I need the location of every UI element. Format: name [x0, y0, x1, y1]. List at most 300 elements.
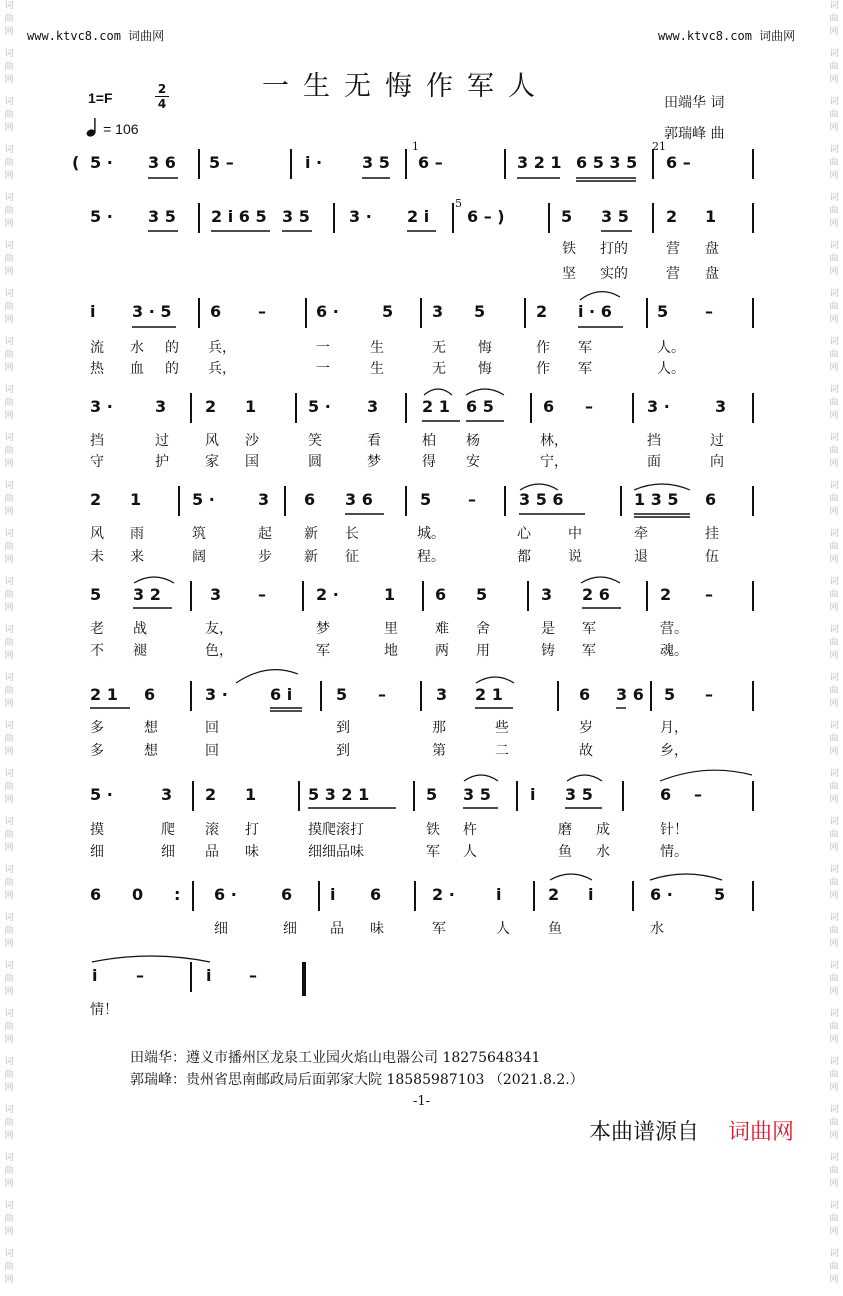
- watermark-glyph: 网: [829, 507, 839, 517]
- bar-line: [557, 681, 559, 711]
- bar-line: [405, 393, 407, 423]
- watermark-glyph: 词: [829, 289, 839, 299]
- note-group: 6: [579, 685, 591, 704]
- note-group: 3 5: [148, 207, 176, 226]
- lyric-syllable: 雨: [130, 526, 144, 542]
- note-group: –: [136, 966, 144, 985]
- lyric-syllable: 到: [336, 720, 350, 736]
- lyric-syllable: 笑: [308, 433, 322, 449]
- note-group: 3: [155, 397, 167, 416]
- lyric-syllable: 两: [435, 643, 449, 659]
- lyric-syllable: 圆: [308, 454, 322, 470]
- watermark-glyph: 曲: [829, 638, 839, 648]
- note-group: 5 ·: [90, 207, 113, 226]
- lyric-syllable: 军: [426, 844, 440, 860]
- note-group: 6 ·: [650, 885, 673, 904]
- lyric-syllable: 到: [336, 743, 350, 759]
- watermark-glyph: 词: [4, 1105, 14, 1115]
- slur: [466, 389, 504, 395]
- note-group: 5: [336, 685, 348, 704]
- lyric-syllable: 情！: [90, 1002, 118, 1018]
- lyric-syllable: 梦: [316, 621, 330, 637]
- bar-line: [190, 393, 192, 423]
- watermark-glyph: 网: [829, 747, 839, 757]
- bar-line: [284, 486, 286, 516]
- note-group: –: [378, 685, 386, 704]
- lyric-syllable: 风: [90, 526, 104, 542]
- watermark-glyph: 曲: [829, 302, 839, 312]
- watermark-glyph: 网: [829, 795, 839, 805]
- note-group: 6 5: [466, 397, 494, 416]
- bar-line: [527, 581, 529, 611]
- lyric-syllable: 细: [214, 921, 228, 937]
- watermark-glyph: 网: [4, 651, 14, 661]
- watermark-glyph: 网: [4, 27, 14, 37]
- lyric-syllable: 营。: [660, 621, 688, 637]
- watermark-glyph: 网: [4, 1035, 14, 1045]
- watermark-glyph: 网: [829, 171, 839, 181]
- lyric-syllable: 新: [304, 526, 318, 542]
- note-group: 3 2: [133, 585, 161, 604]
- watermark-glyph: 词: [4, 337, 14, 347]
- note-group: –: [705, 685, 713, 704]
- watermark-glyph: 网: [4, 363, 14, 373]
- lyric-syllable: 血: [130, 361, 144, 377]
- note-group: 6: [144, 685, 156, 704]
- watermark-glyph: 网: [4, 891, 14, 901]
- watermark-glyph: 网: [829, 75, 839, 85]
- lyric-syllable: 铁: [426, 822, 440, 838]
- watermark-glyph: 词: [829, 97, 839, 107]
- bar-line: [752, 486, 754, 516]
- watermark-glyph: 网: [4, 939, 14, 949]
- note-group: 6: [705, 490, 717, 509]
- lyric-syllable: 里: [384, 621, 398, 637]
- watermark-glyph: 词: [4, 433, 14, 443]
- lyric-syllable: 看: [367, 433, 381, 449]
- watermark-glyph: 词: [4, 625, 14, 635]
- watermark-glyph: 词: [829, 529, 839, 539]
- note-group: 3 ·: [349, 207, 372, 226]
- watermark-glyph: 曲: [829, 1166, 839, 1176]
- note-group: 5 ·: [308, 397, 331, 416]
- bar-line: [302, 581, 304, 611]
- lyric-syllable: 人: [496, 921, 510, 937]
- lyric-syllable: 第: [432, 743, 446, 759]
- slur: [581, 577, 620, 583]
- lyric-syllable: 悔: [478, 340, 492, 356]
- note-group: 3: [436, 685, 448, 704]
- slur: [424, 389, 452, 395]
- slur: [476, 677, 514, 683]
- lyric-syllable: 护: [155, 454, 169, 470]
- bar-line: [632, 881, 634, 911]
- lyric-syllable: 说: [568, 549, 582, 565]
- watermark-glyph: 词: [4, 1201, 14, 1211]
- slur: [650, 874, 722, 880]
- lyric-syllable: 褪: [133, 643, 147, 659]
- watermark-glyph: 曲: [829, 734, 839, 744]
- lyric-syllable: 难: [435, 621, 449, 637]
- bar-line: [405, 149, 407, 179]
- watermark-glyph: 曲: [829, 1022, 839, 1032]
- note-group: 0: [132, 885, 144, 904]
- note-group: 6: [281, 885, 293, 904]
- watermark-glyph: 词: [829, 49, 839, 59]
- watermark-glyph: 曲: [4, 1262, 14, 1272]
- lyric-syllable: 阔: [192, 549, 206, 565]
- lyric-syllable: 是: [541, 621, 555, 637]
- watermark-glyph: 网: [4, 603, 14, 613]
- note-group: 3 5 6: [519, 490, 564, 509]
- note-group: 3 5: [601, 207, 629, 226]
- lyric-syllable: 程。: [417, 549, 445, 565]
- watermark-glyph: 词: [829, 673, 839, 683]
- lyric-syllable: 城。: [417, 526, 445, 542]
- lyric-syllable: 味: [370, 921, 384, 937]
- note-group: 6 ·: [214, 885, 237, 904]
- note-group: i: [92, 966, 98, 985]
- watermark-glyph: 词: [4, 1, 14, 11]
- watermark-glyph: 词: [4, 529, 14, 539]
- lyric-syllable: 舍: [476, 621, 490, 637]
- watermark-glyph: 词: [829, 1105, 839, 1115]
- watermark-glyph: 曲: [4, 878, 14, 888]
- watermark-glyph: 词: [4, 193, 14, 203]
- watermark-glyph: 曲: [829, 62, 839, 72]
- watermark-glyph: 词: [4, 673, 14, 683]
- watermark-glyph: 曲: [4, 446, 14, 456]
- watermark-glyph: 网: [4, 123, 14, 133]
- note-group: 3 6: [616, 685, 644, 704]
- watermark-glyph: 网: [4, 507, 14, 517]
- bar-line: [290, 149, 292, 179]
- watermark-glyph: 词: [4, 961, 14, 971]
- bar-line: [295, 393, 297, 423]
- note-group: 6: [304, 490, 316, 509]
- grace-note: 1: [412, 140, 419, 153]
- lyric-syllable: 作: [536, 361, 550, 377]
- bar-line: [192, 881, 194, 911]
- note-group: i: [496, 885, 502, 904]
- watermark-glyph: 网: [4, 1227, 14, 1237]
- watermark-glyph: 网: [4, 459, 14, 469]
- note-group: 3 · 5: [132, 302, 172, 321]
- lyric-syllable: 月，: [660, 720, 688, 736]
- score-system: [0, 397, 843, 421]
- watermark-glyph: 网: [829, 651, 839, 661]
- note-group: 1: [130, 490, 142, 509]
- note-group: i · 6: [578, 302, 612, 321]
- composer-contact: 郭瑞峰：贵州省思南邮政局后面郭家大院 18585987103 （2021.8.2.）: [130, 1072, 584, 1088]
- lyric-syllable: 守: [90, 454, 104, 470]
- lyric-syllable: 想: [144, 743, 158, 759]
- watermark-glyph: 词: [829, 577, 839, 587]
- lyric-syllable: 坚: [562, 266, 576, 282]
- bar-line: [420, 681, 422, 711]
- bar-line: [652, 149, 654, 179]
- bar-line: [548, 203, 550, 233]
- note-group: 3: [258, 490, 270, 509]
- score-system: [0, 585, 843, 609]
- bar-line: [305, 298, 307, 328]
- watermark-glyph: 词: [829, 1153, 839, 1163]
- note-group: (: [72, 153, 80, 172]
- watermark-glyph: 网: [4, 1179, 14, 1189]
- note-group: 6 –: [418, 153, 443, 172]
- note-group: –: [705, 585, 713, 604]
- watermark-glyph: 曲: [4, 542, 14, 552]
- lyric-syllable: 色，: [205, 643, 233, 659]
- lyric-syllable: 无: [432, 340, 446, 356]
- watermark-glyph: 曲: [4, 1118, 14, 1128]
- bar-line: [652, 203, 654, 233]
- bar-line: [632, 393, 634, 423]
- note-group: –: [468, 490, 476, 509]
- note-group: 3: [715, 397, 727, 416]
- lyric-syllable: 兵，: [208, 340, 236, 356]
- score-system: [0, 302, 843, 326]
- bar-line: [198, 149, 200, 179]
- note-group: 2 ·: [432, 885, 455, 904]
- lyric-syllable: 过: [710, 433, 724, 449]
- score-system: [0, 490, 843, 514]
- watermark-glyph: 网: [4, 987, 14, 997]
- lyric-syllable: 牵: [634, 526, 648, 542]
- watermark-glyph: 网: [4, 555, 14, 565]
- note-group: i: [588, 885, 594, 904]
- lyric-syllable: 细: [283, 921, 297, 937]
- lyric-syllable: 故: [579, 743, 593, 759]
- lyric-syllable: 步: [258, 549, 272, 565]
- bar-line: [405, 486, 407, 516]
- bar-line: [302, 962, 306, 996]
- watermark-glyph: 曲: [829, 110, 839, 120]
- watermark-glyph: 词: [829, 481, 839, 491]
- note-group: 5 ·: [90, 785, 113, 804]
- lyric-syllable: 多: [90, 720, 104, 736]
- lyric-syllable: 品: [330, 921, 344, 937]
- lyric-syllable: 柏: [422, 433, 436, 449]
- score-system: [0, 885, 843, 909]
- watermark-glyph: 曲: [4, 302, 14, 312]
- lyric-syllable: 林，: [540, 433, 568, 449]
- watermark-glyph: 曲: [829, 158, 839, 168]
- lyric-syllable: 岁: [579, 720, 593, 736]
- note-group: 3 5: [282, 207, 310, 226]
- bar-line: [752, 298, 754, 328]
- lyric-syllable: 梦: [367, 454, 381, 470]
- watermark-glyph: 曲: [4, 974, 14, 984]
- bar-line: [752, 781, 754, 811]
- watermark-glyph: 网: [829, 891, 839, 901]
- slur: [464, 775, 498, 781]
- note-group: 2: [205, 785, 217, 804]
- score-system: [0, 153, 843, 177]
- watermark-glyph: 网: [829, 555, 839, 565]
- bar-line: [752, 881, 754, 911]
- watermark-glyph: 词: [829, 385, 839, 395]
- note-group: 3 ·: [647, 397, 670, 416]
- watermark-glyph: 词: [4, 865, 14, 875]
- bar-line: [198, 298, 200, 328]
- bar-line: [752, 581, 754, 611]
- watermark-glyph: 词: [4, 385, 14, 395]
- watermark-glyph: 曲: [4, 590, 14, 600]
- note-group: 3: [367, 397, 379, 416]
- watermark-glyph: 词: [4, 913, 14, 923]
- lyric-syllable: 杵: [463, 822, 477, 838]
- watermark-glyph: 词: [829, 1009, 839, 1019]
- site-url-left[interactable]: www.ktvc8.com 词曲网: [27, 29, 165, 43]
- lyric-syllable: 用: [476, 643, 490, 659]
- note-group: i: [530, 785, 536, 804]
- watermark-glyph: 网: [829, 315, 839, 325]
- note-group: 3 2 1: [517, 153, 562, 172]
- lyric-syllable: 面: [647, 454, 661, 470]
- note-group: 5: [664, 685, 676, 704]
- lyric-syllable: 军: [578, 361, 592, 377]
- lyric-syllable: 滚: [205, 822, 219, 838]
- bar-line: [318, 881, 320, 911]
- watermark-glyph: 网: [829, 219, 839, 229]
- watermark-glyph: 网: [4, 747, 14, 757]
- watermark-glyph: 词: [829, 1057, 839, 1067]
- watermark-glyph: 曲: [4, 830, 14, 840]
- lyric-syllable: 的: [165, 361, 179, 377]
- note-group: –: [585, 397, 593, 416]
- note-group: 2 i: [407, 207, 430, 226]
- lyric-syllable: 过: [155, 433, 169, 449]
- lyric-syllable: 水: [130, 340, 144, 356]
- note-group: 1: [245, 397, 257, 416]
- note-group: 3 5: [565, 785, 593, 804]
- watermark-glyph: 词: [4, 1009, 14, 1019]
- lyric-syllable: 新: [304, 549, 318, 565]
- watermark-glyph: 词: [4, 481, 14, 491]
- note-group: 2: [90, 490, 102, 509]
- watermark-glyph: 词: [829, 1, 839, 11]
- lyric-syllable: 军: [582, 621, 596, 637]
- note-group: 3 ·: [205, 685, 228, 704]
- note-group: :: [174, 885, 181, 904]
- slur: [660, 770, 752, 781]
- watermark-glyph: 网: [829, 1083, 839, 1093]
- watermark-glyph: 词: [829, 1249, 839, 1259]
- note-group: 1: [384, 585, 396, 604]
- watermark-glyph: 曲: [829, 1070, 839, 1080]
- watermark-glyph: 曲: [4, 494, 14, 504]
- lyric-syllable: 挡: [90, 433, 104, 449]
- bar-line: [752, 149, 754, 179]
- note-group: i: [206, 966, 212, 985]
- watermark-glyph: 网: [829, 411, 839, 421]
- watermark-glyph: 词: [4, 817, 14, 827]
- lyric-syllable: 中: [568, 526, 582, 542]
- watermark-glyph: 词: [829, 337, 839, 347]
- note-group: 3 ·: [90, 397, 113, 416]
- bar-line: [622, 781, 624, 811]
- note-group: 6 i: [270, 685, 293, 704]
- lyric-syllable: 打: [245, 822, 259, 838]
- note-group: –: [694, 785, 702, 804]
- lyric-syllable: 悔: [478, 361, 492, 377]
- watermark-glyph: 网: [829, 363, 839, 373]
- slur: [567, 775, 602, 781]
- lyric-syllable: 盘: [705, 266, 719, 282]
- watermark-glyph: 词: [829, 241, 839, 251]
- watermark-glyph: 网: [4, 411, 14, 421]
- tempo-marking: [86, 116, 139, 138]
- bar-line: [752, 203, 754, 233]
- lyric-syllable: 不: [90, 643, 104, 659]
- watermark-glyph: 曲: [829, 398, 839, 408]
- note-group: 2 6: [582, 585, 610, 604]
- source-brand-link[interactable]: 词曲网: [728, 1119, 795, 1144]
- note-group: 1: [705, 207, 717, 226]
- lyric-syllable: 水: [650, 921, 664, 937]
- bar-line: [752, 393, 754, 423]
- bar-line: [620, 486, 622, 516]
- note-group: 5 –: [209, 153, 234, 172]
- note-group: 6: [435, 585, 447, 604]
- watermark-glyph: 曲: [829, 350, 839, 360]
- watermark-glyph: 曲: [4, 638, 14, 648]
- note-group: i: [330, 885, 336, 904]
- lyric-syllable: 一: [316, 340, 330, 356]
- score-system: [0, 966, 843, 990]
- note-group: 5: [476, 585, 488, 604]
- note-group: –: [258, 585, 266, 604]
- watermark-glyph: 网: [829, 1131, 839, 1141]
- watermark-glyph: 网: [4, 219, 14, 229]
- watermark-glyph: 网: [4, 171, 14, 181]
- watermark-glyph: 曲: [4, 926, 14, 936]
- watermark-glyph: 网: [829, 1179, 839, 1189]
- note-group: 2 i 6 5: [211, 207, 267, 226]
- watermark-glyph: 曲: [829, 446, 839, 456]
- watermark-glyph: 曲: [829, 878, 839, 888]
- note-group: 2: [536, 302, 548, 321]
- watermark-glyph: 词: [4, 241, 14, 251]
- watermark-glyph: 曲: [829, 926, 839, 936]
- watermark-glyph: 词: [4, 577, 14, 587]
- site-url-right[interactable]: www.ktvc8.com 词曲网: [658, 29, 796, 43]
- bar-line: [178, 486, 180, 516]
- note-group: 5: [657, 302, 669, 321]
- watermark-glyph: 曲: [829, 686, 839, 696]
- note-group: 3 5: [362, 153, 390, 172]
- bar-line: [413, 781, 415, 811]
- bar-line: [752, 681, 754, 711]
- lyric-syllable: 营: [666, 266, 680, 282]
- watermark-glyph: 曲: [4, 734, 14, 744]
- note-group: 1: [245, 785, 257, 804]
- note-group: –: [705, 302, 713, 321]
- note-group: 3: [432, 302, 444, 321]
- bar-line: [190, 681, 192, 711]
- watermark-glyph: 词: [829, 145, 839, 155]
- lyric-syllable: 铸: [541, 643, 555, 659]
- bar-line: [298, 781, 300, 811]
- lyric-syllable: 的: [165, 340, 179, 356]
- watermark-glyph: 曲: [4, 1070, 14, 1080]
- key-signature: 1=F: [88, 90, 113, 106]
- watermark-glyph: 网: [829, 843, 839, 853]
- watermark-glyph: 词: [4, 145, 14, 155]
- watermark-glyph: 词: [4, 1249, 14, 1259]
- slur: [92, 956, 210, 962]
